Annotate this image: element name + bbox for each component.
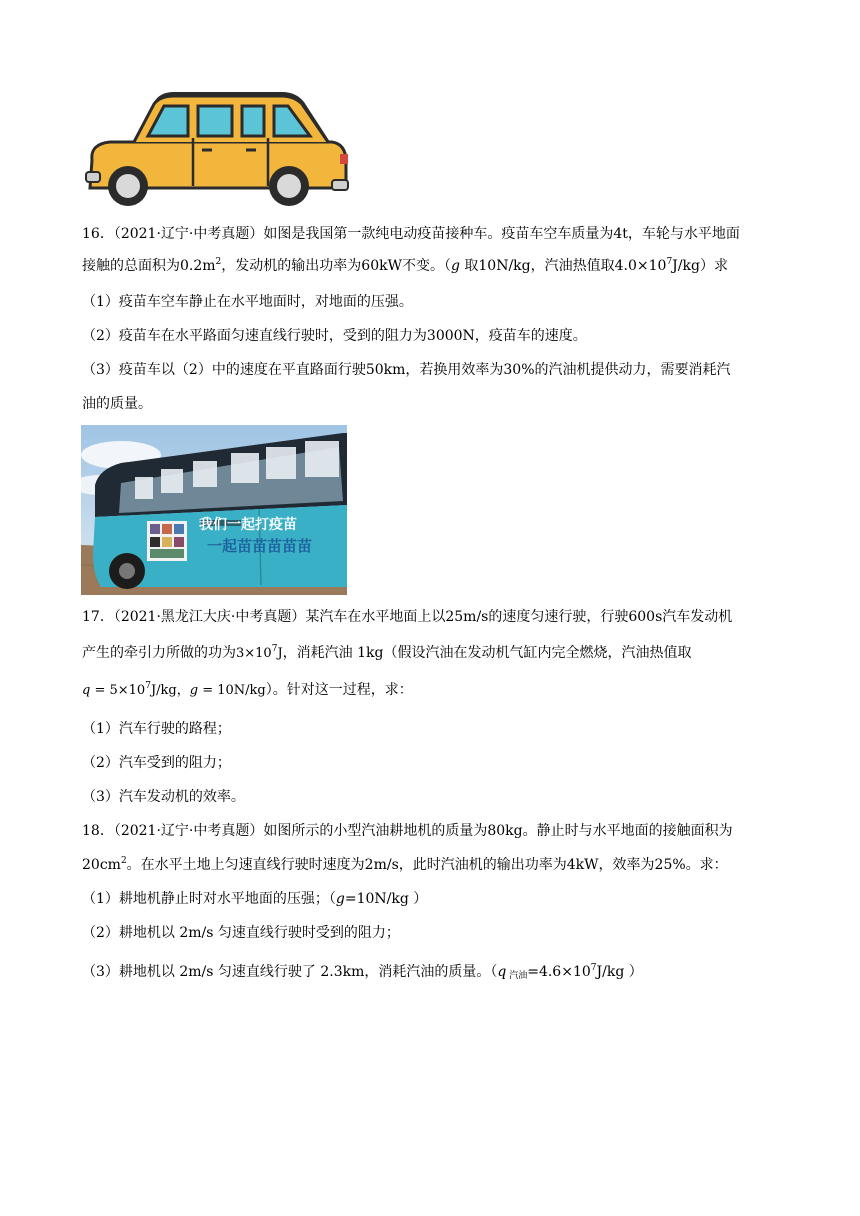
q18-source: （2021·辽宁·中考真题） [113, 823, 264, 839]
q18-sub3a: （3）耕地机以 2m/s 匀速直线行驶了 2.3km，消耗汽油的质量。（ [82, 964, 498, 980]
q16-g: g [450, 258, 460, 274]
q17-text-b2: ，消耗汽油 1kg（假设汽油在发动机气缸内完全燃烧，汽油热值取 [282, 645, 692, 661]
q18-sub-gasoline: 汽油 [506, 971, 528, 981]
q16-sub3a: （3）疫苗车以（2）中的速度在平直路面行驶50km，若换用效率为30%的汽油机提供动力，需要消耗汽 [82, 362, 731, 378]
q16-line-1 [82, 224, 782, 244]
q17-line-2 [82, 643, 782, 664]
q16-text-b4: J/kg）求 [672, 258, 728, 274]
q18-sub1a: （1）耕地机静止时对水平地面的压强；（ [82, 891, 336, 907]
q16-sup: 2 [215, 257, 222, 267]
q17-sup: 7 [271, 644, 278, 654]
q16-number: 16． [82, 226, 114, 242]
q16-sub1: （1）疫苗车空车静止在水平地面时，对地面的压强。 [82, 294, 413, 310]
q17-number: 17． [82, 609, 114, 625]
q17-line-3 [82, 680, 782, 701]
bus-slogan-line2: 一起苗苗苗苗苗 [207, 537, 313, 555]
q18-sub1b: =10N/kg ） [344, 891, 428, 907]
q18-g: g [335, 891, 345, 907]
q18-sup: 2 [120, 856, 127, 866]
q17-text-c1: = 5×10 [90, 683, 146, 698]
q17-text-c3: = 10N/kg [198, 683, 266, 698]
q17-math: 3×10 [236, 646, 272, 661]
q18-number: 18． [82, 823, 114, 839]
q17-sub1: （1）汽车行驶的路程； [82, 721, 231, 737]
q17-text-c4: ）。针对这一过程，求： [265, 682, 413, 698]
q17-line-1 [82, 607, 782, 627]
q18-sub3c: J/kg ） [596, 964, 643, 980]
q17-source: （2021·黑龙江大庆·中考真题） [113, 609, 306, 625]
q18-line-1 [82, 821, 782, 841]
q17-g: g [189, 683, 199, 698]
q18-sub2: （2）耕地机以 2m/s 匀速直线行驶时受到的阻力； [82, 925, 400, 941]
q18-sup3: 7 [590, 963, 597, 973]
q18-sub1 [82, 889, 782, 909]
q16-line-2 [82, 256, 782, 276]
bus-slogan-line1: 我们一起打疫苗 [199, 517, 297, 533]
q18-q: q [497, 964, 507, 980]
q16-text-a: 如图是我国第一款纯电动疫苗接种车。疫苗车空车质量为4t，车轮与水平地面 [263, 226, 740, 242]
car-illustration [82, 88, 352, 208]
q17-sub2: （2）汽车受到的阻力； [82, 755, 231, 771]
q17-text-c2: J/kg， [150, 683, 190, 698]
q16-text-b3: 取10N/kg，汽油热值取4.0×10 [459, 258, 667, 274]
q16-sup2: 7 [666, 257, 673, 267]
q18-text-b1: 20cm [82, 857, 121, 873]
q16-sub3b: 油的质量。 [82, 396, 152, 412]
q18-text-a: 如图所示的小型汽油耕地机的质量为80kg。静止时与水平地面的接触面积为 [263, 823, 733, 839]
q18-line-2 [82, 855, 782, 875]
q18-text-b2: 。在水平土地上匀速直线行驶时速度为2m/s，此时汽油机的输出功率为4kW，效率为25%。求： [126, 857, 728, 873]
q17-sub3: （3）汽车发动机的效率。 [82, 789, 245, 805]
q16-sub2: （2）疫苗车在水平路面匀速直线行驶时，受到的阻力为3000N，疫苗车的速度。 [82, 328, 587, 344]
q18-sub3 [82, 962, 782, 982]
q17-text-b1: 产生的牵引力所做的功为 [82, 645, 236, 661]
q18-sub3b: =4.6×10 [527, 964, 591, 980]
q17-text-a: 某汽车在水平地面上以25m/s的速度匀速行驶，行驶600s汽车发动机 [305, 609, 733, 625]
q17-unit: J [277, 646, 283, 661]
q16-source: （2021·辽宁·中考真题） [113, 226, 264, 242]
q17-sup-c: 7 [145, 681, 151, 691]
q16-text-b2: ，发动机的输出功率为60kW不变。（ [221, 258, 451, 274]
q16-text-b1: 接触的总面积为0.2m [82, 258, 216, 274]
q17-q: q [82, 683, 91, 698]
vaccine-bus-photo [81, 425, 347, 595]
